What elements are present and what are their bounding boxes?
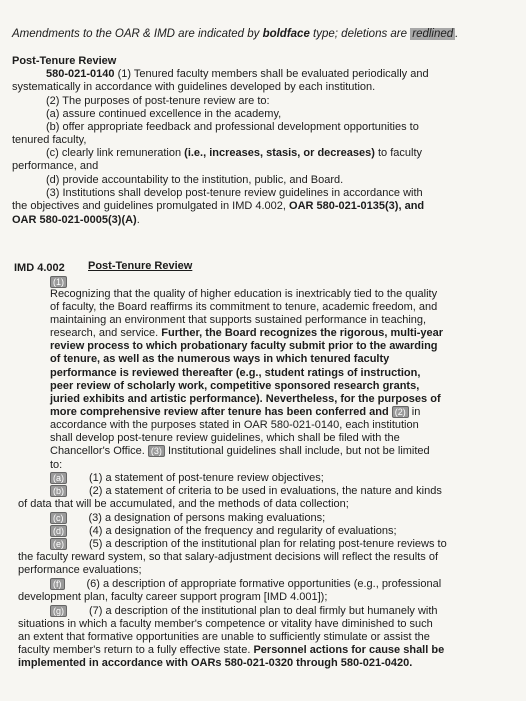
amendment-note: Amendments to the OAR & IMD are indicated by boldface type; deletions are redlined . [12, 28, 459, 40]
imd-line: accordance with the purposes stated in OAR 580-021-0140, each institution [50, 419, 419, 431]
imd-list-item-4: (d) (4) a designation of the frequency and regularity of evaluations; [50, 525, 397, 538]
imd-line: Chancellor's Office. (3) Institutional guidelines shall include, but not be limited [50, 445, 430, 457]
imd-list-item-5: (e) (5) a description of the institutional plan for relating post-tenure reviews to [50, 538, 447, 551]
imd-line: an extent that formative opportunities are unable to sufficiently stimulate or assist the [18, 631, 430, 643]
marker-b: (b) [50, 485, 67, 497]
imd-list-item-3: (c) (3) a designation of persons making evaluations; [50, 512, 325, 525]
imd-line: to: [50, 459, 63, 471]
imd-number: IMD 4.002 [14, 262, 65, 274]
oar-line: tenured faculty, [12, 134, 87, 146]
oar-section-title: Post-Tenure Review [12, 55, 117, 67]
imd-line: implemented in accordance with OARs 580-021-0320 through 580-021-0420. [18, 657, 413, 669]
imd-line: of data that will be accumulated, and the methods of data collection; [18, 498, 349, 510]
imd-list-item-2: (b) (2) a statement of criteria to be used in evaluations, the nature and kinds [50, 485, 442, 498]
marker-a: (a) [50, 472, 67, 484]
redlined-sample: redlined [412, 28, 454, 40]
oar-line: (2) The purposes of post-tenure review are to: [46, 95, 270, 107]
imd-line: development plan, faculty career support program [IMD 4.001]); [18, 591, 328, 603]
marker-c: (c) [50, 512, 67, 524]
imd-line: faculty member's return to a fully effective state. Personnel actions for cause shall be [18, 644, 445, 656]
oar-para-1: 580-021-0140 (1) Tenured faculty members shall be evaluated periodically and [46, 68, 429, 80]
imd-line: of faculty, the Board reaffirms its commitment to tenure, academic freedom, and [50, 301, 438, 313]
imd-line: peer review of scholarly work, competitive sponsored research grants, [50, 380, 420, 392]
imd-list-item-7: (g) (7) a description of the institutional plan to deal firmly but humanely with [50, 605, 438, 618]
imd-line: of tenure, as well as the numerous ways in which tenured faculty [50, 353, 390, 365]
oar-item-a: (a) assure continued excellence in the academy, [46, 108, 282, 120]
imd-line: performance is reviewed thereafter (e.g., student ratings of instruction, [50, 367, 421, 379]
oar-item-d: (d) provide accountability to the institution, public, and Board. [46, 174, 344, 186]
oar-line: performance, and [12, 160, 99, 172]
imd-list-item-6: (f) (6) a description of appropriate formative opportunities (e.g., professional [50, 578, 441, 591]
oar-line: the objectives and guidelines promulgated in IMD 4.002, OAR 580-021-0135(3), and [12, 200, 425, 212]
imd-line: juried exhibits and artistic performance). Nevertheless, for the purposes of [50, 393, 441, 405]
marker-2: (2) [392, 406, 409, 418]
oar-line: systematically in accordance with guidelines developed by each institution. [12, 81, 376, 93]
oar-item-c: (c) clearly link remuneration (i.e., increases, stasis, or decreases) to faculty [46, 147, 423, 159]
imd-list-item-1: (a) (1) a statement of post-tenure review objectives; [50, 472, 324, 485]
imd-line: more comprehensive review after tenure has been conferred and (2) in [50, 406, 421, 418]
oar-para-3: (3) Institutions shall develop post-tenure review guidelines in accordance with [46, 187, 423, 199]
marker-e: (e) [50, 538, 67, 550]
imd-line: shall develop post-tenure review guidelines, which shall be filed with the [50, 432, 400, 444]
marker-g: (g) [50, 605, 67, 617]
marker-d: (d) [50, 525, 67, 537]
marker-f: (f) [50, 578, 65, 590]
oar-line: OAR 580-021-0005(3)(A). [12, 214, 140, 226]
imd-line: maintaining an environment that supports sustained performance in teaching, [50, 314, 427, 326]
imd-line: situations in which a faculty member's competence or vitality have diminished to such [18, 618, 433, 630]
imd-line: review process to which probationary faculty submit prior to the awarding [50, 340, 438, 352]
imd-line: Recognizing that the quality of higher education is inextricably tied to the quality [50, 288, 438, 300]
imd-title: Post-Tenure Review [88, 260, 193, 272]
oar-item-b: (b) offer appropriate feedback and professional development opportunities to [46, 121, 419, 133]
imd-line: the faculty reward system, so that salary-adjustment decisions will reflect the results of [18, 551, 439, 563]
marker-3: (3) [148, 445, 165, 457]
imd-line: performance evaluations; [18, 564, 142, 576]
imd-line: research, and service. Further, the Board recognizes the rigorous, multi-year [50, 327, 444, 339]
marker-1: (1) [50, 276, 67, 288]
